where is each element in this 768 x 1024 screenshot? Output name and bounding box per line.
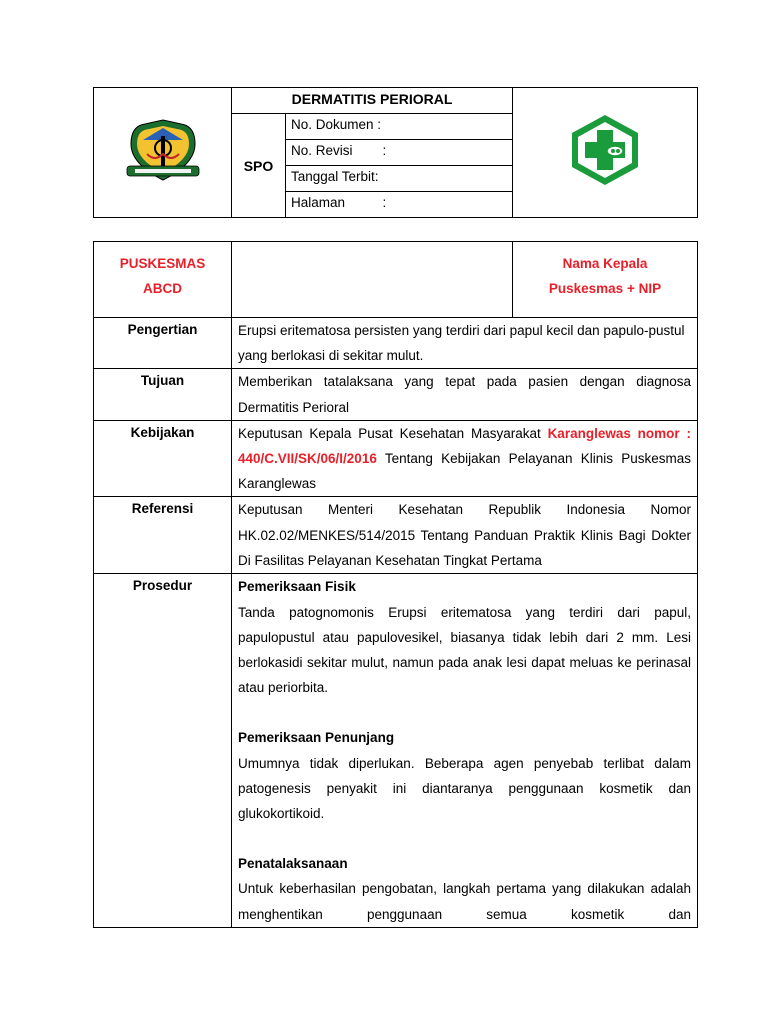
document-title: DERMATITIS PERIORAL	[232, 88, 513, 114]
pemeriksaan-fisik-text: Tanda patognomonis Erupsi eritematosa yang terdiri dari papul, papulopustul atau papulovesikel, biasanya tidak lebih dari 2 mm. Lesi berlokasidi sekitar mulut, namun pada anak lesi dapat meluas ke perinasal atau periorbita.	[238, 604, 691, 696]
referensi-label: Referensi	[94, 497, 232, 574]
pemeriksaan-penunjang-text: Umumnya tidak diperlukan. Beberapa agen penyebab terlibat dalam patogenesis penyakit ini diantaranya penggunaan kosmetik dan glukokortikoid.	[238, 755, 691, 822]
puskesmas-cross-icon	[567, 112, 643, 188]
halaman-field: Halaman :	[286, 192, 513, 218]
left-logo-cell	[94, 88, 232, 218]
kebijakan-text	[232, 420, 698, 497]
puskesmas-name-cell	[94, 242, 232, 318]
pemeriksaan-fisik-heading: Pemeriksaan Fisik	[238, 579, 356, 595]
penatalaksanaan-text: Untuk keberhasilan pengobatan, langkah pertama yang dilakukan adalah menghentikan penggunaan semua kosmetik dan	[238, 881, 691, 922]
kebijakan-text-b: Tentang Kebijakan Pelayanan Klinis Puskesmas Karanglewas	[238, 451, 691, 492]
procedure-table	[93, 241, 698, 928]
kepala-line1: Nama Kepala	[562, 256, 648, 271]
puskesmas-line2: ABCD	[143, 281, 182, 296]
regency-emblem-icon	[123, 114, 203, 186]
referensi-text: Keputusan Menteri Kesehatan Republik Indonesia Nomor HK.02.02/MENKES/514/2015 Tentang Panduan Praktik Klinis Bagi Dokter Di Fasilitas Pelayanan Kesehatan Tingkat Pertama	[232, 497, 698, 574]
puskesmas-line1: PUSKESMAS	[119, 256, 206, 271]
kepala-line2: Puskesmas + NIP	[548, 281, 662, 296]
kebijakan-text-a: Keputusan Kepala Pusat Kesehatan Masyarakat	[238, 425, 548, 441]
prosedur-text	[232, 574, 698, 927]
header-table	[93, 87, 698, 218]
kebijakan-label: Kebijakan	[94, 420, 232, 497]
kepala-cell	[513, 242, 698, 318]
kebijakan-decree-number: Karanglewas nomor : 440/C.VII/SK/06/I/2016	[238, 425, 691, 467]
tujuan-text: Memberikan tatalaksana yang tepat pada pasien dengan diagnosa Dermatitis Perioral	[232, 369, 698, 420]
right-logo-cell	[513, 88, 698, 218]
blank-cell	[232, 242, 513, 318]
spo-label: SPO	[232, 114, 286, 218]
pengertian-label: Pengertian	[94, 318, 232, 369]
tanggal-terbit-field: Tanggal Terbit:	[286, 166, 513, 192]
pengertian-text: Erupsi eritematosa persisten yang terdiri dari papul kecil dan papulo-pustul yang berlokasi di sekitar mulut.	[232, 318, 698, 369]
no-revisi-field: No. Revisi :	[286, 140, 513, 166]
prosedur-label: Prosedur	[94, 574, 232, 927]
penatalaksanaan-heading: Penatalaksanaan	[238, 856, 348, 872]
pemeriksaan-penunjang-heading: Pemeriksaan Penunjang	[238, 730, 395, 746]
tujuan-label: Tujuan	[94, 369, 232, 420]
no-dokumen-field: No. Dokumen :	[286, 114, 513, 140]
